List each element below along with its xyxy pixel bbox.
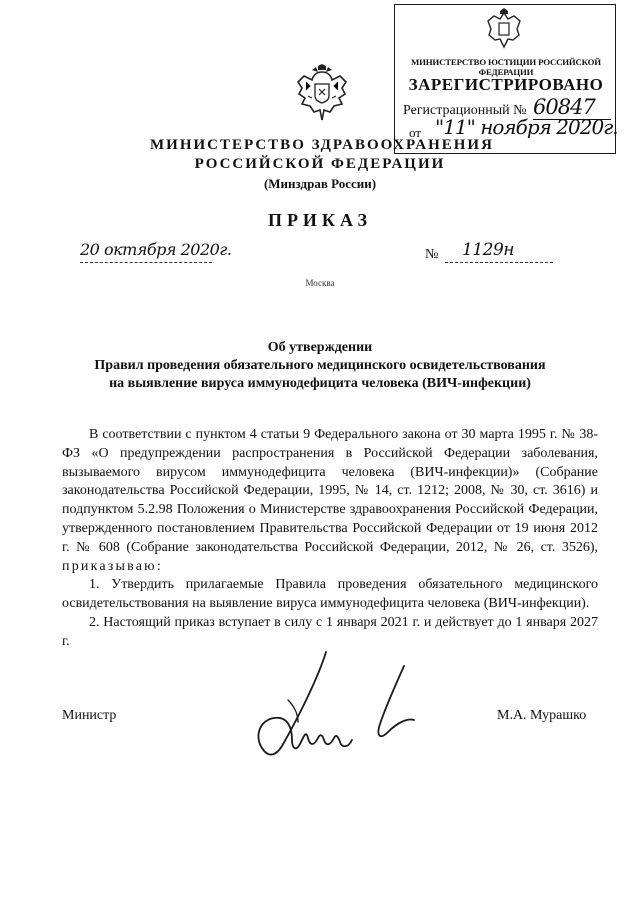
preamble-paragraph [62, 426, 598, 576]
russian-coat-of-arms-icon [296, 64, 348, 122]
order-command: приказываю: [62, 558, 163, 574]
stamp-from-label: от [409, 125, 422, 140]
subject-line1: Об утверждении [267, 340, 373, 355]
stamp-regnum: 60847 [533, 95, 595, 119]
order-number-sign: № [425, 247, 439, 262]
clause-1: 1. Утвердить прилагаемые Правила проведения обязательного медицинского освидетельствования на выявление вируса иммунодефицита человека (ВИЧ-инфекции). [62, 577, 598, 612]
stamp-registered: ЗАРЕГИСТРИРОВАНО [408, 75, 604, 94]
ministry-name-line2: РОССИЙСКОЙ ФЕДЕРАЦИИ [194, 156, 446, 172]
signer-position: Министр [62, 708, 117, 723]
stamp-emblem-icon [480, 7, 528, 55]
order-date-line [80, 262, 212, 263]
ministry-short-name: (Минздрав России) [263, 176, 377, 191]
clause-2: 2. Настоящий приказ вступает в силу с 1 января 2021 г. и действует до 1 января 2027 г. [62, 614, 598, 649]
stamp-date: "11" ноября 2020г. [435, 115, 618, 139]
signer-name: М.А. Мурашко [497, 708, 587, 723]
stamp-ministry: МИНИСТЕРСТВО ЮСТИЦИИ РОССИЙСКОЙ ФЕДЕРАЦИИ [411, 57, 601, 77]
order-city: Москва [305, 278, 335, 288]
stamp-regnum-label: Регистрационный № [403, 103, 527, 118]
registration-stamp [394, 4, 616, 154]
subject-line3: на выявление вируса иммунодефицита человека (ВИЧ-инфекции) [109, 376, 531, 391]
handwritten-signature [248, 648, 418, 760]
ministry-name-line1: МИНИСТЕРСТВО ЗДРАВООХРАНЕНИЯ [150, 137, 494, 153]
order-number: 1129н [462, 240, 514, 260]
order-body [62, 426, 598, 652]
order-title: ПРИКАЗ [267, 210, 373, 230]
subject-line2: Правил проведения обязательного медицинского освидетельствования [94, 358, 546, 373]
order-date: 20 октября 2020г. [80, 240, 232, 259]
preamble-text: В соответствии с пунктом 4 статьи 9 Федерального закона от 30 марта 1995 г. № 38-ФЗ «О предупреждении распространения в Российской Федерации заболевания, вызываемого вирусом иммунодефицита человека (ВИЧ-инфекции)» (Собрание законодательства Российской Федерации, 1995, № 14, ст. 1212; 2008, № 30, ст. 3616) и подпунктом 5.2.98 Положения о Министерстве здравоохранения Российской Федерации, утвержденного постановлением Правительства Российской Федерации от 19 июня 2012 г. № 608 (Собрание законодательства Российской Федерации, 2012, № 26, ст. 3526), [62, 427, 598, 555]
order-number-line [445, 262, 553, 263]
